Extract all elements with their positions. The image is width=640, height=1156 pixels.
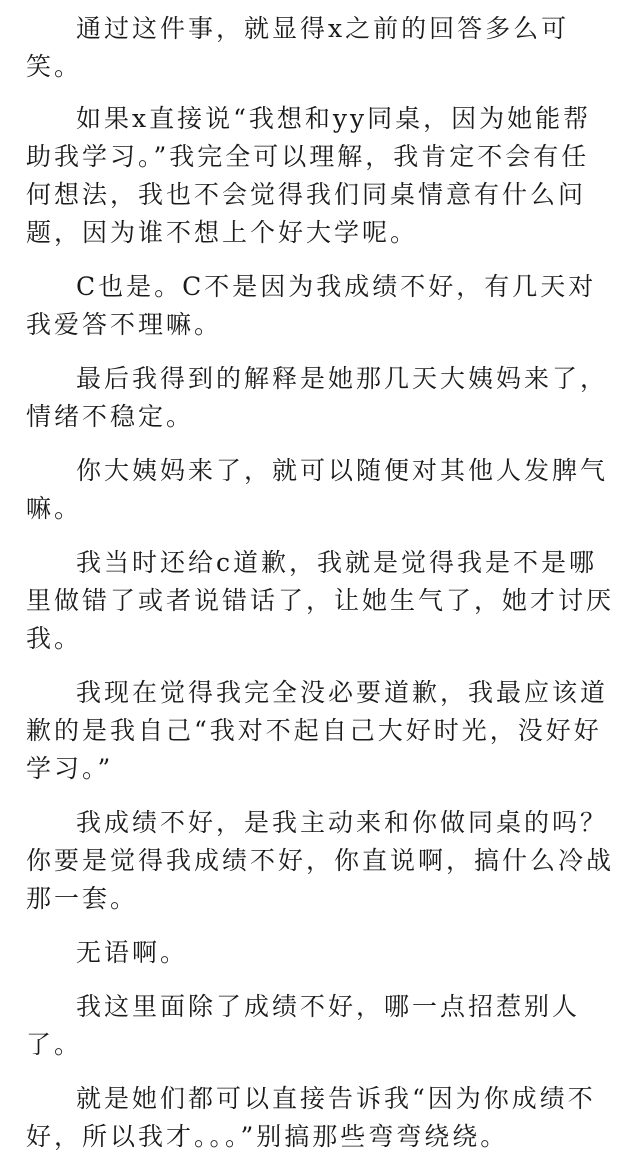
paragraph-9: 无语啊。 <box>76 938 189 967</box>
paragraph-1: 通过这件事，就显得x之前的回答多么可笑。 <box>26 14 570 81</box>
paragraph-2: 如果x直接说“我想和yy同桌，因为她能帮助我学习。”我完全可以理解，我肯定不会有任何想法，我也不会觉得我们同桌情意有什么问题，因为谁不想上个好大学呢。 <box>26 104 592 247</box>
paragraph-4: 最后我得到的解释是她那几天大姨妈来了，情绪不稳定。 <box>26 364 609 431</box>
paragraph-7: 我现在觉得我完全没必要道歉，我最应该道歉的是我自己“我对不起自己大好时光，没好好学习。” <box>26 678 609 783</box>
paragraph-6: 我当时还给c道歉，我就是觉得我是不是哪里做错了或者说错话了，让她生气了，她才讨厌我。 <box>26 548 615 653</box>
paragraph-11: 就是她们都可以直接告诉我“因为你成绩不好，所以我才。。。”别搞那些弯弯绕绕。 <box>26 1084 596 1151</box>
paragraph-3: C也是。C不是因为我成绩不好，有几天对我爱答不理嘛。 <box>26 272 597 339</box>
paragraph-10: 我这里面除了成绩不好，哪一点招惹别人了。 <box>26 992 581 1059</box>
paragraph-8: 我成绩不好，是我主动来和你做同桌的吗？你要是觉得我成绩不好，你直说啊，搞什么冷战那一套。 <box>26 808 615 913</box>
paragraph-5: 你大姨妈来了，就可以随便对其他人发脾气嘛。 <box>26 456 609 523</box>
